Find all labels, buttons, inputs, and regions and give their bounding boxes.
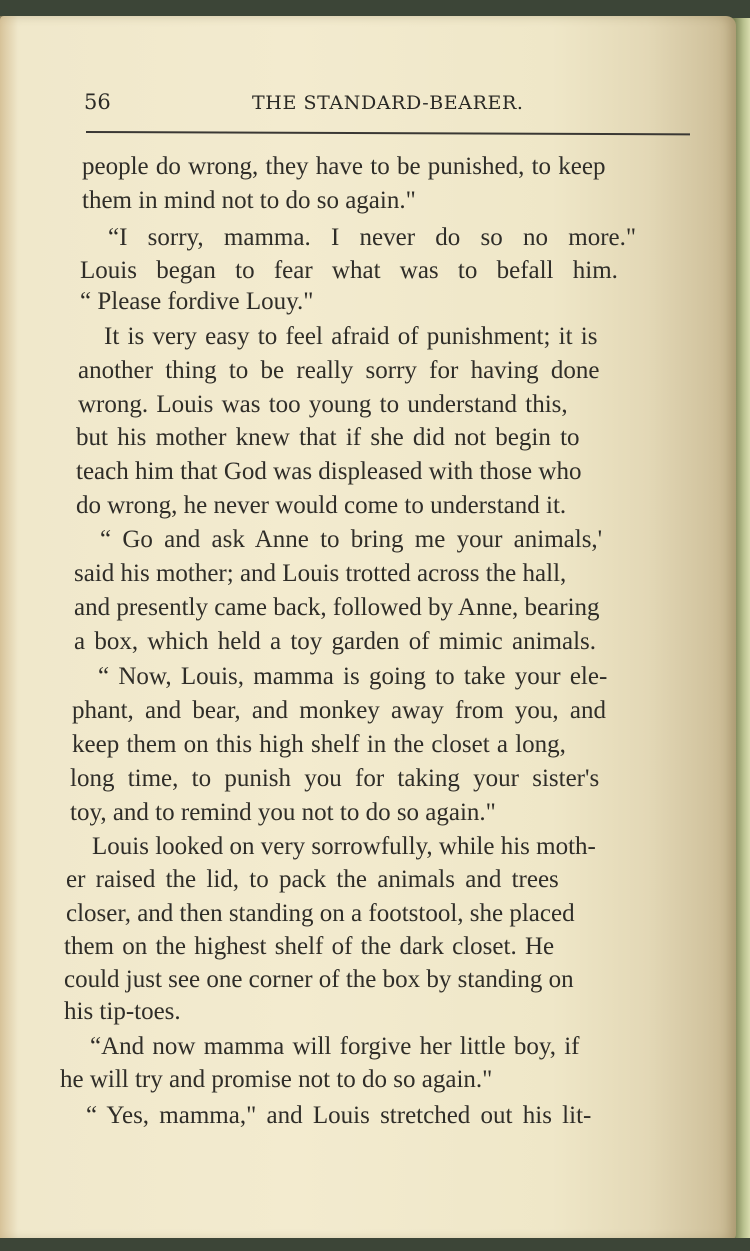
scan-background-bottom <box>0 1238 750 1251</box>
text-line: people do wrong, they have to be punished, to keep <box>82 153 606 180</box>
text-line: and presently came back, followed by Anne, bearing <box>74 594 600 621</box>
text-line: wrong. Louis was too young to understand this, <box>78 391 568 418</box>
text-line: he will try and promise not to do so again." <box>60 1066 493 1093</box>
text-line: do wrong, he never would come to understand it. <box>76 492 567 519</box>
text-line: but his mother knew that if she did not begin to <box>76 424 580 451</box>
text-line: phant, and bear, and monkey away from you, and <box>72 697 606 724</box>
text-line: closer, and then standing on a footstool, she placed <box>66 900 575 927</box>
gutter-shadow <box>0 16 18 1240</box>
text-line: “ Please fordive Louy." <box>80 288 314 315</box>
running-head <box>84 90 704 120</box>
text-line: “ Yes, mamma," and Louis stretched out his lit- <box>86 1102 592 1129</box>
text-line: a box, which held a toy garden of mimic animals. <box>74 628 597 655</box>
text-line: them on the highest shelf of the dark closet. He <box>64 933 555 960</box>
text-line: “ Go and ask Anne to bring me your animals,' <box>100 526 603 553</box>
text-line: teach him that God was displeased with those who <box>76 458 582 485</box>
text-line: Louis began to fear what was to befall him. <box>80 257 618 284</box>
text-line: It is very easy to feel afraid of punishment; it is <box>104 323 598 350</box>
text-line: keep them on this high shelf in the closet a long, <box>72 731 566 758</box>
text-line: another thing to be really sorry for having done <box>78 357 600 384</box>
text-line: toy, and to remind you not to do so again." <box>70 799 496 826</box>
page-number: 56 <box>84 90 111 114</box>
text-line: Louis looked on very sorrowfully, while his moth- <box>92 833 596 860</box>
text-line: long time, to punish you for taking your sister's <box>70 765 600 792</box>
text-line: his tip-toes. <box>64 998 181 1025</box>
text-line: them in mind not to do so again." <box>82 187 416 214</box>
text-line: “ Now, Louis, mamma is going to take your ele- <box>98 663 608 690</box>
running-title: THE STANDARD-BEARER. <box>252 92 524 114</box>
text-line: could just see one corner of the box by standing on <box>64 966 574 993</box>
text-line: “And now mamma will forgive her little boy, if <box>90 1033 580 1060</box>
text-line: “I sorry, mamma. I never do so no more." <box>108 224 637 251</box>
text-line: said his mother; and Louis trotted across the hall, <box>74 560 567 587</box>
text-line: er raised the lid, to pack the animals and trees <box>66 866 559 893</box>
